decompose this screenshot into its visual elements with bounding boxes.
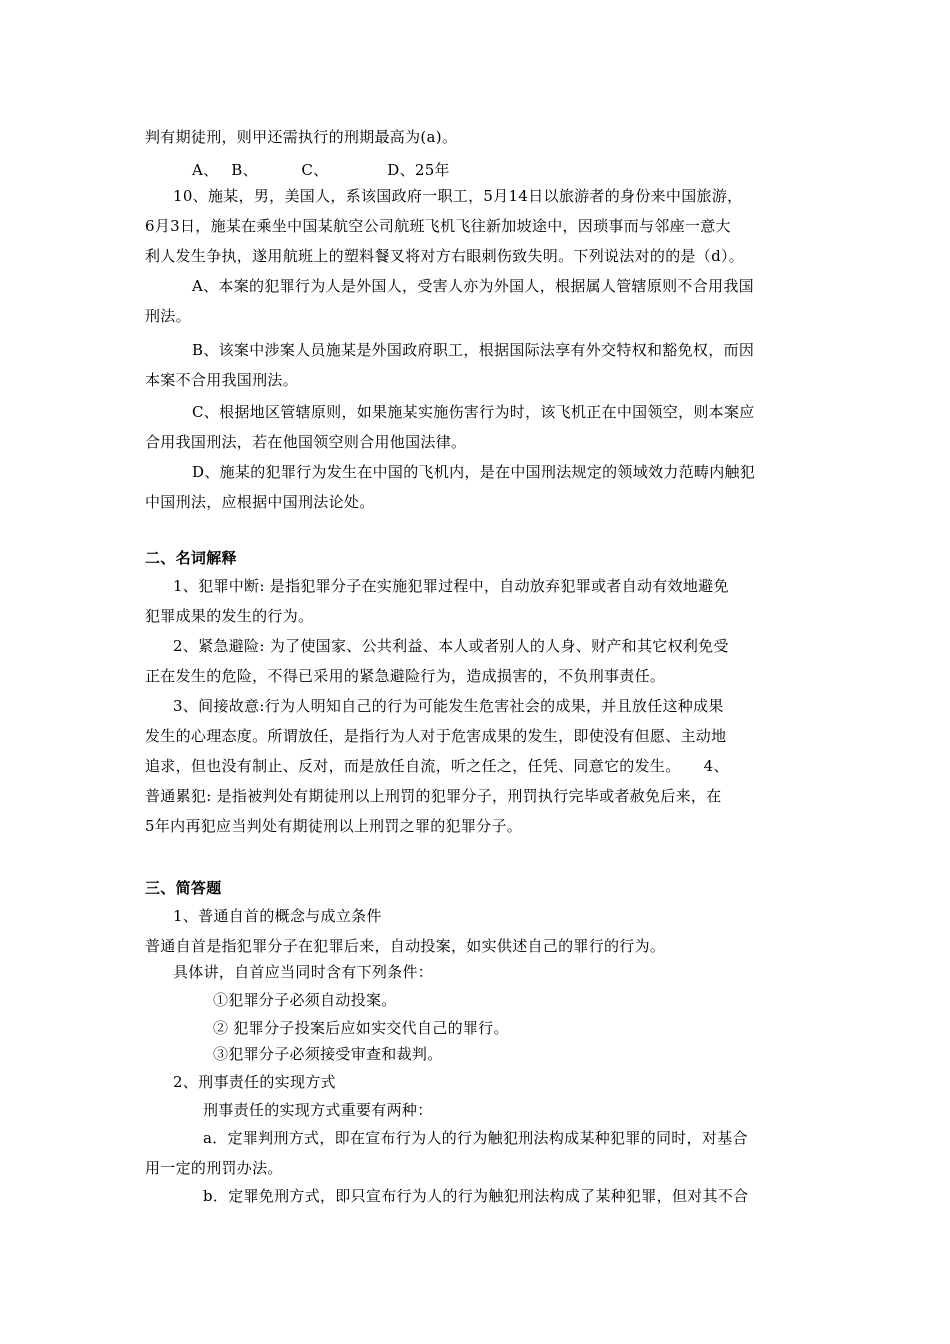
text-line: 犯罪成果的发生的行为。	[145, 607, 314, 625]
text-line: 具体讲，自首应当同时含有下列条件：	[173, 963, 434, 981]
option-a-line: A、本案的犯罪行为人是外国人，受害人亦为外国人，根据属人管辖原则不合用我国	[192, 277, 754, 295]
text-line: 用一定的刑罚办法。	[145, 1159, 283, 1177]
section-heading-terms: 二、名词解释	[145, 549, 237, 567]
text-line: 刑法。	[145, 307, 191, 325]
text-line: 正在发生的危险，不得已采用的紧急避险行为，造成损害的，不负刑事责任。	[145, 667, 666, 685]
text-line: 本案不合用我国刑法。	[145, 371, 299, 389]
condition-2-line: ② 犯罪分子投案后应如实交代自己的罪行。	[213, 1019, 509, 1037]
question-2-title: 2、刑事责任的实现方式	[173, 1073, 336, 1091]
text-line: 利人发生争执，遂用航班上的塑料餐叉将对方右眼刺伤致失明。下列说法对的的是（d）。	[145, 247, 745, 265]
text-line: 中国刑法，应根据中国刑法论处。	[145, 493, 375, 511]
option-c-line: C、根据地区管辖原则，如果施某实施伤害行为时，该飞机正在中国领空，则本案应	[192, 403, 755, 421]
term-2-line: 2、紧急避险: 为了使国家、公共利益、本人或者别人的人身、财产和其它权利免受	[173, 637, 729, 655]
text-line: 追求，但也没有制止、反对，而是放任自流，听之任之，任凭、同意它的发生。 4、	[145, 757, 729, 775]
answer-options-line: A、 B、 C、 D、25年	[192, 161, 450, 179]
text-line: 普通自首是指犯罪分子在犯罪后来，自动投案，如实供述自己的罪行的行为。	[145, 937, 666, 955]
section-heading-short-answer: 三、简答题	[145, 879, 222, 897]
text-line: 发生的心理态度。所谓放任，是指行为人对于危害成果的发生，即使没有但愿、主动地	[145, 727, 727, 745]
method-a-line: a．定罪判刑方式，即在宣布行为人的行为触犯刑法构成某种犯罪的同时，对基合	[203, 1129, 748, 1147]
text-line: 刑事责任的实现方式重要有两种：	[203, 1101, 433, 1119]
text-line: 合用我国刑法，若在他国领空则合用他国法律。	[145, 433, 467, 451]
option-d-line: D、施某的犯罪行为发生在中国的飞机内，是在中国刑法规定的领域效力范畴内触犯	[192, 463, 756, 481]
method-b-line: b．定罪免刑方式，即只宣布行为人的行为触犯刑法构成了某种犯罪，但对其不合	[203, 1187, 749, 1205]
option-b-line: B、该案中涉案人员施某是外国政府职工，根据国际法享有外交特权和豁免权，而因	[192, 341, 755, 359]
question-1-title: 1、普通自首的概念与成立条件	[173, 907, 382, 925]
text-line: 6月3日，施某在乘坐中国某航空公司航班飞机飞往新加坡途中，因琐事而与邻座一意大	[145, 217, 731, 235]
term-3-line: 3、间接故意:行为人明知自己的行为可能发生危害社会的成果，并且放任这种成果	[173, 697, 724, 715]
term-4-line: 普通累犯: 是指被判处有期徒刑以上刑罚的犯罪分子，刑罚执行完毕或者赦免后来，在	[145, 787, 722, 805]
condition-3-line: ③犯罪分子必须接受审查和裁判。	[213, 1045, 443, 1063]
text-line: 5年内再犯应当判处有期徒刑以上刑罚之罪的犯罪分子。	[145, 817, 523, 835]
text-line: 判有期徒刑，则甲还需执行的刑期最高为(a)。	[145, 128, 458, 146]
condition-1-line: ①犯罪分子必须自动投案。	[213, 991, 397, 1009]
term-1-line: 1、犯罪中断: 是指犯罪分子在实施犯罪过程中，自动放弃犯罪或者自动有效地避免	[173, 577, 729, 595]
question-10-line: 10、施某，男，美国人，系该国政府一职工，5月14日以旅游者的身份来中国旅游，	[173, 187, 743, 205]
